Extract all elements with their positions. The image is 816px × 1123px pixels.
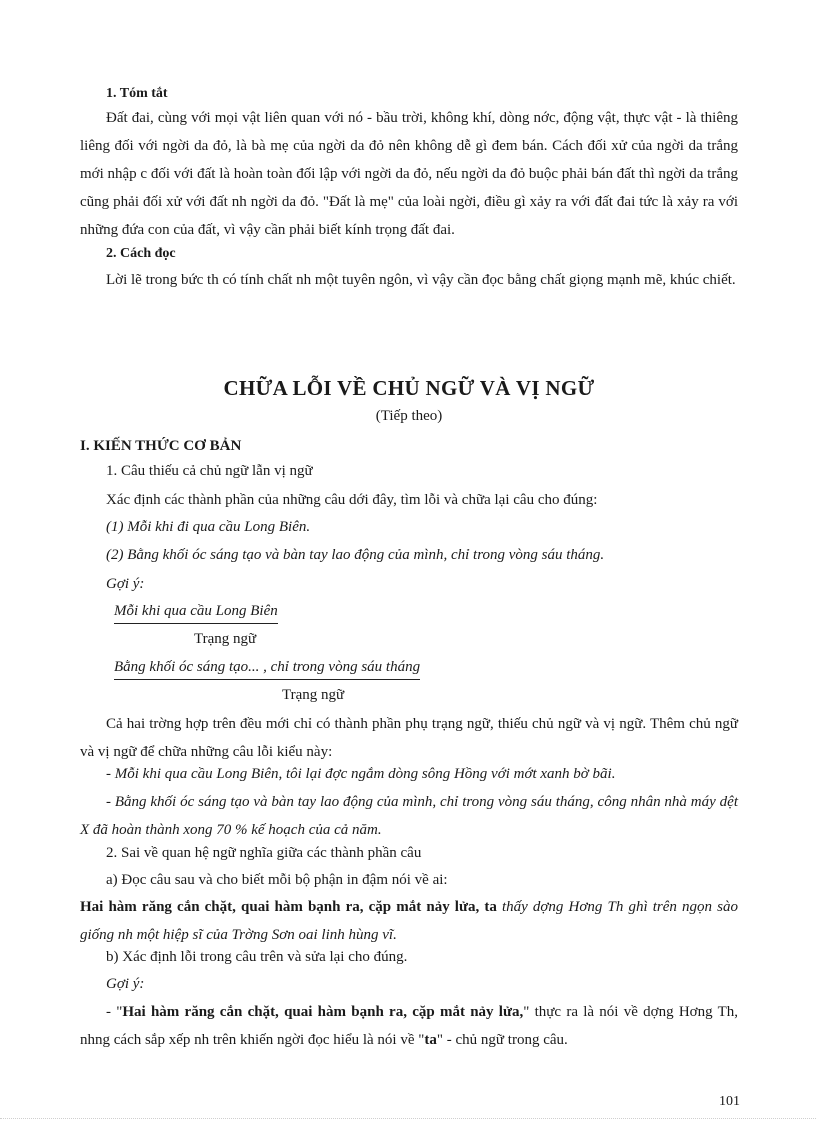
answer-bold-phrase: Hai hàm răng cắn chặt, quai hàm bạnh ra, cặp mắt nảy lửa, [122, 1004, 524, 1020]
section-heading-reading: 2. Cách đọc [106, 246, 176, 261]
hint-label-1: Gợi ý: [106, 576, 145, 592]
section-heading-basics: I. KIẾN THỨC CƠ BẢN [80, 438, 242, 454]
quote-sentence [80, 893, 738, 949]
hint-label-2: Gợi ý: [106, 976, 145, 992]
explanation-paragraph: Cả hai trờng hợp trên đều mới chỉ có thành phần phụ trạng ngữ, thiếu chủ ngữ và vị ngữ. Thêm chủ ngữ và vị ngữ để chữa những câu lỗi kiểu này: [80, 716, 738, 760]
item-2-heading: 2. Sai về quan hệ ngữ nghĩa giữa các thành phần câu [106, 845, 422, 861]
task-text: Xác định các thành phần của những câu dới đây, tìm lỗi và chữa lại câu cho đúng: [106, 492, 598, 508]
underlined-phrase-2 [114, 656, 420, 680]
example-2: (2) Bằng khối óc sáng tạo và bàn tay lao động của mình, chỉ trong vòng sáu tháng. [106, 547, 605, 563]
example-1: (1) Mỗi khi đi qua cầu Long Biên. [106, 519, 311, 535]
fix-sentence-1: - Mỗi khi qua cầu Long Biên, tôi lại đợc ngắm dòng sông Hồng với mớt xanh bờ bãi. [106, 766, 616, 782]
reading-paragraph: Lời lẽ trong bức th có tính chất nh một tuyên ngôn, vì vậy cần đọc bằng chất giọng mạnh mẽ, khúc chiết. [106, 272, 736, 288]
answer-open-quote: - " [106, 1004, 123, 1020]
underlined-phrase-2-text: Bằng khối óc sáng tạo... , chỉ trong vòng sáu tháng [114, 656, 420, 680]
answer-ta: ta [424, 1032, 437, 1048]
question-a: a) Đọc câu sau và cho biết mỗi bộ phận in đậm nói về ai: [106, 872, 448, 888]
answer-middle-text: " thực ra là nói về dợng Hơng Th, nhng cách sắp xếp nh trên khiến ngời đọc hiểu là nói về " [80, 1004, 738, 1048]
label-adverbial-1: Trạng ngữ [194, 631, 257, 647]
section-heading-summary: 1. Tóm tắt [106, 86, 168, 101]
underlined-phrase-1-text: Mỗi khi qua cầu Long Biên [114, 600, 278, 624]
question-b: b) Xác định lỗi trong câu trên và sửa lại cho đúng. [106, 949, 408, 965]
quote-italic-part: thấy dợng Hơng Th ghì trên ngọn sào giống nh một hiệp sĩ của Trờng Sơn oai linh hùng vĩ. [80, 899, 738, 943]
item-1-heading: 1. Câu thiếu cả chủ ngữ lẫn vị ngữ [106, 463, 313, 479]
fix-sentence-2: - Bằng khối óc sáng tạo và bàn tay lao động của mình, chỉ trong vòng sáu tháng, công nhân nhà máy dệt X đã hoàn thành xong 70 % kế hoạch của cả năm. [80, 794, 738, 838]
label-adverbial-2: Trạng ngữ [282, 687, 345, 703]
summary-paragraph: Đất đai, cùng với mọi vật liên quan với nó - bầu trời, không khí, dòng nớc, động vật, thực vật - là thiêng liêng đối với ngời da đỏ, là bà mẹ của ngời da đỏ nên không dễ gì đem bán. Cách đối xử của ngời da trắng mới nhập c đối với đất là hoàn toàn đối lập với ngời da đỏ, nếu ngời da đỏ buộc phải bán đất thì ngời da trắng cũng phải đối xử với đất nh ngời da đỏ. "Đất là mẹ" của loài ngời, điều gì xảy ra với đất đai tức là xảy ra với những đứa con của đất, vì vậy cần phải biết kính trọng đất đai. [80, 110, 738, 238]
underlined-phrase-1 [114, 600, 278, 624]
chapter-subtitle: (Tiếp theo) [375, 408, 443, 424]
answer-end-text: " - chủ ngữ trong câu. [436, 1032, 568, 1048]
chapter-title: CHỮA LỖI VỀ CHỦ NGỮ VÀ VỊ NGỮ [223, 376, 595, 400]
footer-rule [0, 1118, 816, 1119]
page-number: 101 [719, 1094, 740, 1109]
quote-bold-part: Hai hàm răng cắn chặt, quai hàm bạnh ra, cặp mắt nảy lửa, ta [80, 899, 497, 915]
answer-paragraph [80, 998, 738, 1054]
